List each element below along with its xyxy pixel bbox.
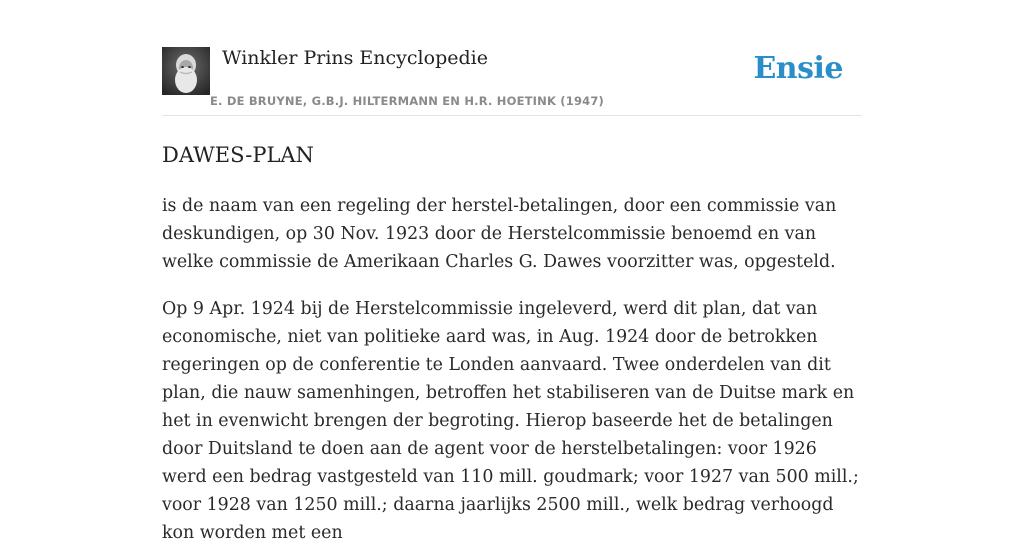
entry-paragraph: is de naam van een regeling der herstel-betalingen, door een commissie van deskundigen, op 30 Nov. 1923 door de Herstelcommissie benoemd en van welke commissie de Amerikaan Charles G. Dawes voorzitter was, opgesteld. (162, 196, 837, 272)
source-authors: E. DE BRUYNE, G.B.J. HILTERMANN EN H.R. HOETINK (1947) (210, 94, 605, 108)
author-portrait-icon (162, 47, 210, 95)
entry-paragraph: Op 9 Apr. 1924 bij de Herstelcommissie ingeleverd, werd dit plan, dat van economische, niet van politieke aard was, in Aug. 1924 door de betrokken regeringen op de conferentie te Londen aanvaard. Twee onderdelen van dit plan, die nauw samenhingen, betroffen het stabiliseren van de Duitse mark en het in evenwicht brengen der begroting. Hierop baseerde het de betalingen door Duitsland te doen aan de agent voor de herstelbetalingen: voor 1926 werd een bedrag vastgesteld van 110 mill. goudmark; voor 1927 van 500 mill.; voor 1928 van 1250 mill.; daarna jaarlijks 2500 mill., welk bedrag verhoogd kon worden met een (162, 299, 859, 543)
entry-title: DAWES-PLAN (162, 143, 314, 167)
article-container (162, 0, 862, 543)
source-header (162, 0, 862, 116)
source-title[interactable]: Winkler Prins Encyclopedie (222, 47, 488, 69)
author-avatar[interactable] (162, 47, 210, 95)
brand-logo-link[interactable]: Ensie (753, 51, 843, 86)
